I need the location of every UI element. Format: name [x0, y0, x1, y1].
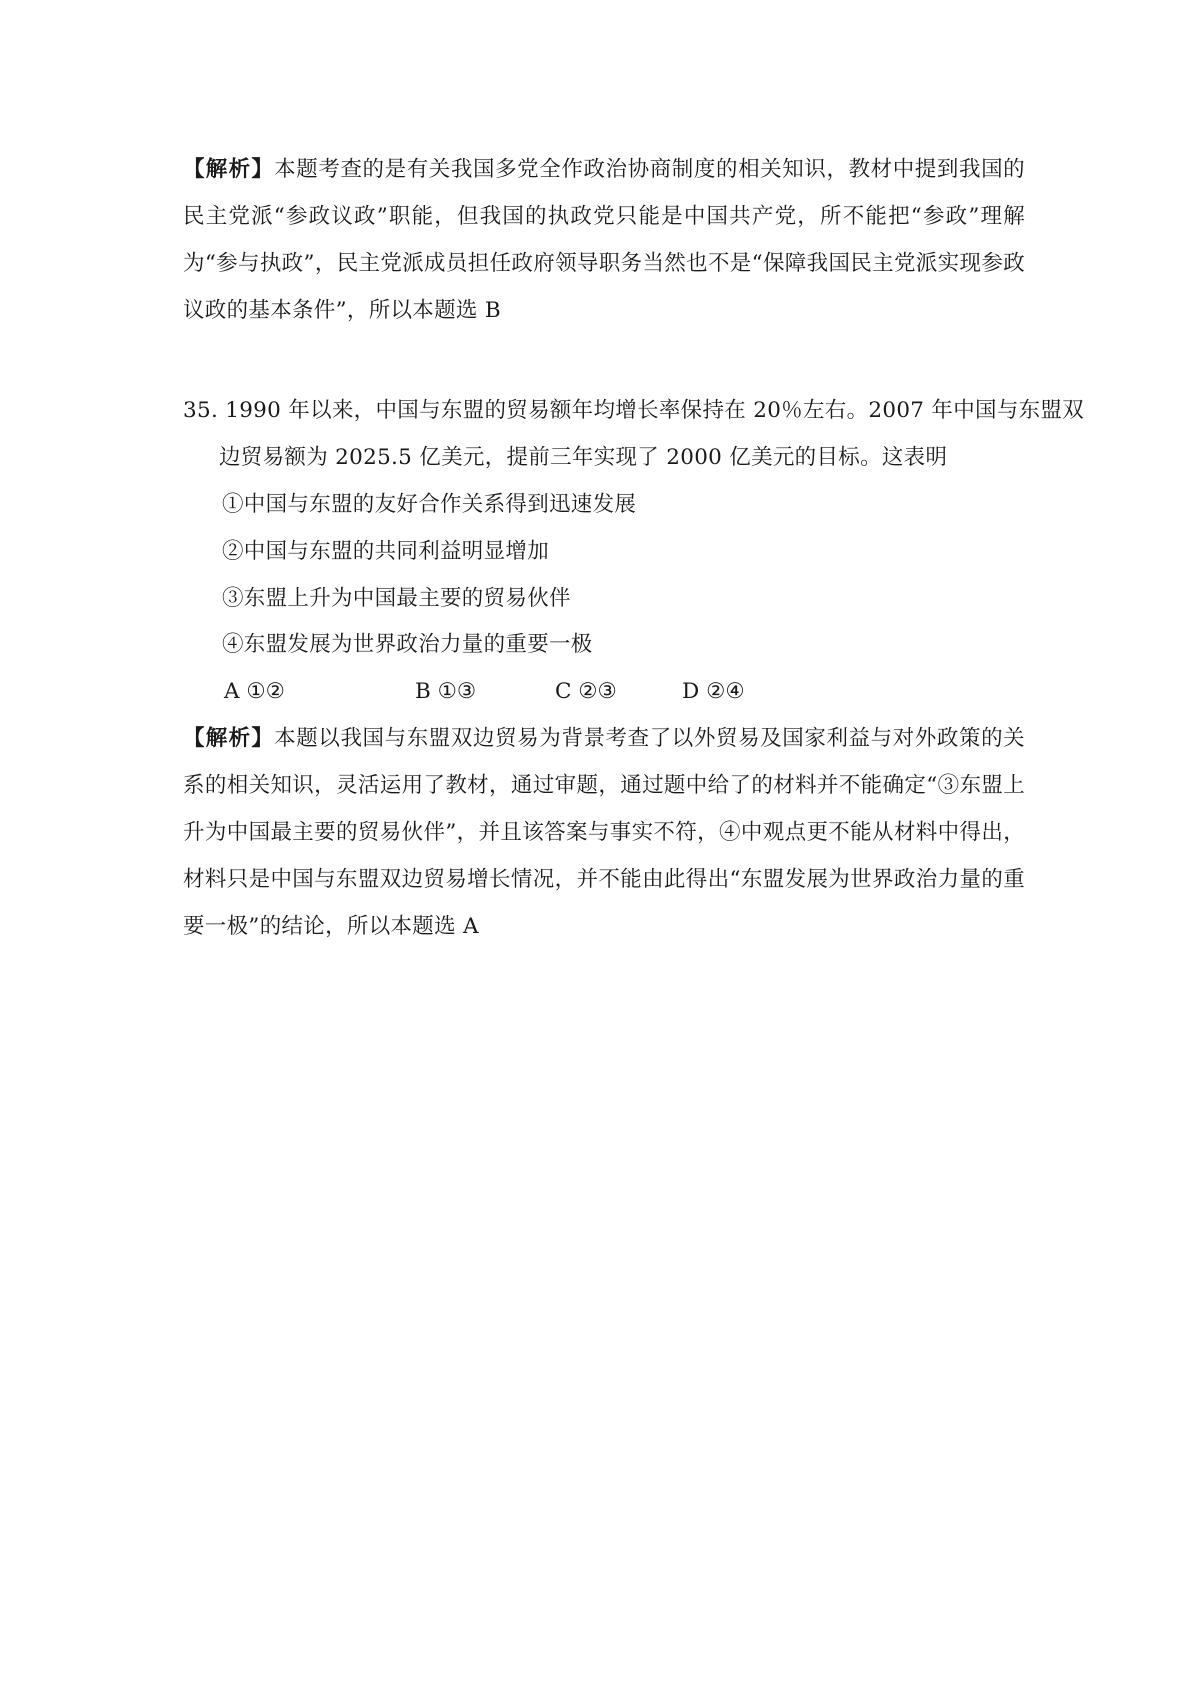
statement-option-1: ①中国与东盟的友好合作关系得到迅速发展	[222, 492, 637, 517]
analysis-tag: 【解析】	[183, 157, 275, 182]
choice-b: B ①③	[415, 679, 477, 704]
analysis-paragraph-2	[183, 715, 1025, 950]
choice-d: D ②④	[682, 679, 745, 704]
statement-option-2: ②中国与东盟的共同利益明显增加	[222, 539, 550, 564]
choice-a: A ①②	[224, 679, 285, 704]
question-stem-line-2: 边贸易额为 2025.5 亿美元，提前三年实现了 2000 亿美元的目标。这表明	[219, 445, 948, 470]
question-35	[183, 387, 1085, 481]
choice-c: C ②③	[555, 679, 617, 704]
analysis-text: 本题考查的是有关我国多党全作政治协商制度的相关知识，教材中提到我国的民主党派“参政议政”职能，但我国的执政党只能是中国共产党，所不能把“参政”理解为“参与执政”，民主党派成员担任政府领导职务当然也不是“保障我国民主党派实现参政议政的基本条件”，所以本题选 B	[183, 157, 1025, 323]
analysis-paragraph-1	[183, 146, 1025, 334]
analysis-text: 本题以我国与东盟双边贸易为背景考查了以外贸易及国家利益与对外政策的关系的相关知识，灵活运用了教材，通过审题，通过题中给了的材料并不能确定“③东盟上升为中国最主要的贸易伙伴”，并且该答案与事实不符，④中观点更不能从材料中得出，材料只是中国与东盟双边贸易增长情况，并不能由此得出“东盟发展为世界政治力量的重要一极”的结论，所以本题选 A	[183, 726, 1025, 939]
answer-choices	[0, 668, 1200, 715]
statement-option-3: ③东盟上升为中国最主要的贸易伙伴	[222, 586, 571, 611]
question-stem-line-1: 35. 1990 年以来，中国与东盟的贸易额年均增长率保持在 20％左右。2007 年中国与东盟双	[183, 398, 1085, 423]
statement-option-4: ④东盟发展为世界政治力量的重要一极	[222, 632, 593, 657]
analysis-tag: 【解析】	[183, 726, 275, 751]
